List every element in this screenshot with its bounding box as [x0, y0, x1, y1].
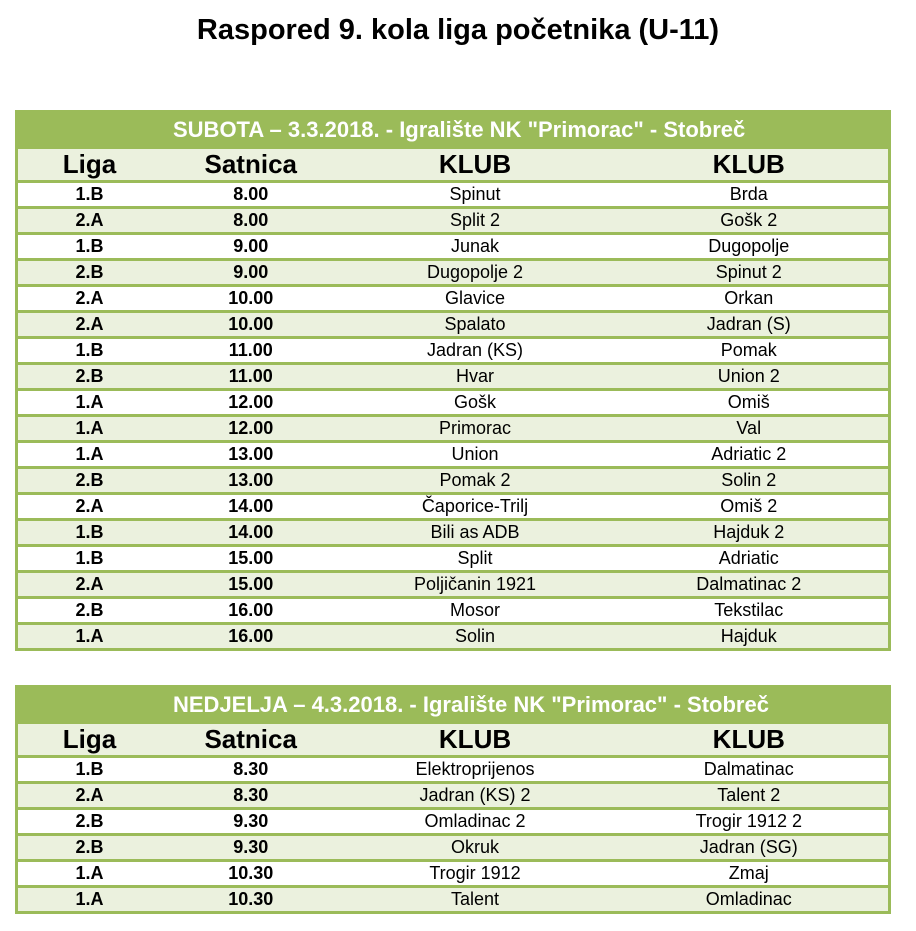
away-club-cell: Trogir 1912 2 [610, 809, 890, 835]
time-cell: 14.00 [161, 520, 341, 546]
liga-cell: 2.A [17, 572, 162, 598]
header-satnica: Satnica [161, 148, 341, 182]
table-row [17, 416, 890, 442]
liga-cell: 1.A [17, 887, 161, 913]
page-title: Raspored 9. kola liga početnika (U-11) [196, 14, 720, 46]
table-row [17, 494, 890, 520]
home-club-cell: Hvar [341, 364, 610, 390]
table-row [17, 260, 890, 286]
away-club-cell: Zmaj [610, 861, 890, 887]
header-away-club: KLUB [610, 723, 890, 757]
home-club-cell: Union [341, 442, 610, 468]
home-club-cell: Talent [340, 887, 609, 913]
time-cell: 9.30 [161, 835, 340, 861]
liga-cell: 1.B [17, 757, 161, 783]
time-cell: 9.00 [161, 260, 341, 286]
time-cell: 11.00 [161, 364, 341, 390]
away-club-cell: Jadran (S) [609, 312, 889, 338]
away-club-cell: Dugopolje [609, 234, 889, 260]
liga-cell: 2.A [17, 208, 162, 234]
table-row [17, 442, 890, 468]
home-club-cell: Okruk [340, 835, 609, 861]
header-away-club: KLUB [609, 148, 889, 182]
away-club-cell: Dalmatinac [610, 757, 890, 783]
table-row [17, 208, 890, 234]
table-banner [17, 687, 890, 723]
home-club-cell: Split 2 [341, 208, 610, 234]
table-row [17, 861, 890, 887]
away-club-cell: Tekstilac [609, 598, 889, 624]
time-cell: 9.30 [161, 809, 340, 835]
away-club-cell: Dalmatinac 2 [609, 572, 889, 598]
table-row [17, 338, 890, 364]
time-cell: 8.00 [161, 208, 341, 234]
time-cell: 14.00 [161, 494, 341, 520]
liga-cell: 1.A [17, 390, 162, 416]
home-club-cell: Gošk [341, 390, 610, 416]
away-club-cell: Val [609, 416, 889, 442]
table-row [17, 887, 890, 913]
home-club-cell: Spalato [341, 312, 610, 338]
liga-cell: 2.A [17, 783, 161, 809]
column-header-row [17, 148, 890, 182]
column-header-row [17, 723, 890, 757]
away-club-cell: Solin 2 [609, 468, 889, 494]
table-row [17, 624, 890, 650]
liga-cell: 1.A [17, 442, 162, 468]
away-club-cell: Brda [609, 182, 889, 208]
table-row [17, 286, 890, 312]
home-club-cell: Omladinac 2 [340, 809, 609, 835]
away-club-cell: Adriatic 2 [609, 442, 889, 468]
liga-cell: 1.A [17, 624, 162, 650]
liga-cell: 1.A [17, 861, 161, 887]
header-satnica: Satnica [161, 723, 340, 757]
table-row [17, 364, 890, 390]
time-cell: 10.30 [161, 861, 340, 887]
table-row [17, 757, 890, 783]
header-home-club: KLUB [340, 723, 609, 757]
table-row [17, 520, 890, 546]
liga-cell: 2.B [17, 598, 162, 624]
table-banner [17, 112, 890, 148]
time-cell: 12.00 [161, 416, 341, 442]
header-liga: Liga [17, 148, 162, 182]
table-row [17, 835, 890, 861]
table-row [17, 390, 890, 416]
time-cell: 11.00 [161, 338, 341, 364]
time-cell: 16.00 [161, 624, 341, 650]
home-club-cell: Primorac [341, 416, 610, 442]
home-club-cell: Bili as ADB [341, 520, 610, 546]
time-cell: 8.30 [161, 757, 340, 783]
time-cell: 16.00 [161, 598, 341, 624]
away-club-cell: Omladinac [610, 887, 890, 913]
home-club-cell: Glavice [341, 286, 610, 312]
home-club-cell: Elektroprijenos [340, 757, 609, 783]
liga-cell: 1.B [17, 520, 162, 546]
away-club-cell: Spinut 2 [609, 260, 889, 286]
away-club-cell: Hajduk [609, 624, 889, 650]
time-cell: 8.00 [161, 182, 341, 208]
away-club-cell: Omiš 2 [609, 494, 889, 520]
time-cell: 12.00 [161, 390, 341, 416]
liga-cell: 2.A [17, 312, 162, 338]
table-row [17, 809, 890, 835]
home-club-cell: Spinut [341, 182, 610, 208]
table-row [17, 468, 890, 494]
time-cell: 15.00 [161, 572, 341, 598]
liga-cell: 1.B [17, 338, 162, 364]
saturday-schedule-table [15, 110, 891, 651]
table-row [17, 598, 890, 624]
banner-text: SUBOTA – 3.3.2018. - Igralište NK "Primorac" - Stobreč [17, 112, 890, 148]
banner-text: NEDJELJA – 4.3.2018. - Igralište NK "Primorac" - Stobreč [17, 687, 890, 723]
away-club-cell: Gošk 2 [609, 208, 889, 234]
table-row [17, 783, 890, 809]
home-club-cell: Solin [341, 624, 610, 650]
liga-cell: 1.B [17, 182, 162, 208]
away-club-cell: Talent 2 [610, 783, 890, 809]
table-row [17, 182, 890, 208]
home-club-cell: Junak [341, 234, 610, 260]
liga-cell: 2.A [17, 286, 162, 312]
table-row [17, 234, 890, 260]
sunday-schedule-table [15, 685, 891, 914]
liga-cell: 2.A [17, 494, 162, 520]
liga-cell: 2.B [17, 364, 162, 390]
home-club-cell: Split [341, 546, 610, 572]
liga-cell: 1.B [17, 234, 162, 260]
home-club-cell: Čaporice-Trilj [341, 494, 610, 520]
liga-cell: 1.A [17, 416, 162, 442]
time-cell: 13.00 [161, 442, 341, 468]
home-club-cell: Trogir 1912 [340, 861, 609, 887]
liga-cell: 2.B [17, 809, 161, 835]
home-club-cell: Dugopolje 2 [341, 260, 610, 286]
time-cell: 10.00 [161, 286, 341, 312]
away-club-cell: Hajduk 2 [609, 520, 889, 546]
liga-cell: 2.B [17, 260, 162, 286]
away-club-cell: Union 2 [609, 364, 889, 390]
away-club-cell: Omiš [609, 390, 889, 416]
home-club-cell: Mosor [341, 598, 610, 624]
header-liga: Liga [17, 723, 161, 757]
header-home-club: KLUB [341, 148, 610, 182]
table-row [17, 572, 890, 598]
table-row [17, 546, 890, 572]
liga-cell: 2.B [17, 468, 162, 494]
liga-cell: 1.B [17, 546, 162, 572]
home-club-cell: Jadran (KS) [341, 338, 610, 364]
time-cell: 10.30 [161, 887, 340, 913]
time-cell: 8.30 [161, 783, 340, 809]
liga-cell: 2.B [17, 835, 161, 861]
away-club-cell: Pomak [609, 338, 889, 364]
time-cell: 13.00 [161, 468, 341, 494]
away-club-cell: Jadran (SG) [610, 835, 890, 861]
home-club-cell: Pomak 2 [341, 468, 610, 494]
home-club-cell: Poljičanin 1921 [341, 572, 610, 598]
home-club-cell: Jadran (KS) 2 [340, 783, 609, 809]
time-cell: 15.00 [161, 546, 341, 572]
away-club-cell: Adriatic [609, 546, 889, 572]
time-cell: 10.00 [161, 312, 341, 338]
away-club-cell: Orkan [609, 286, 889, 312]
table-row [17, 312, 890, 338]
time-cell: 9.00 [161, 234, 341, 260]
